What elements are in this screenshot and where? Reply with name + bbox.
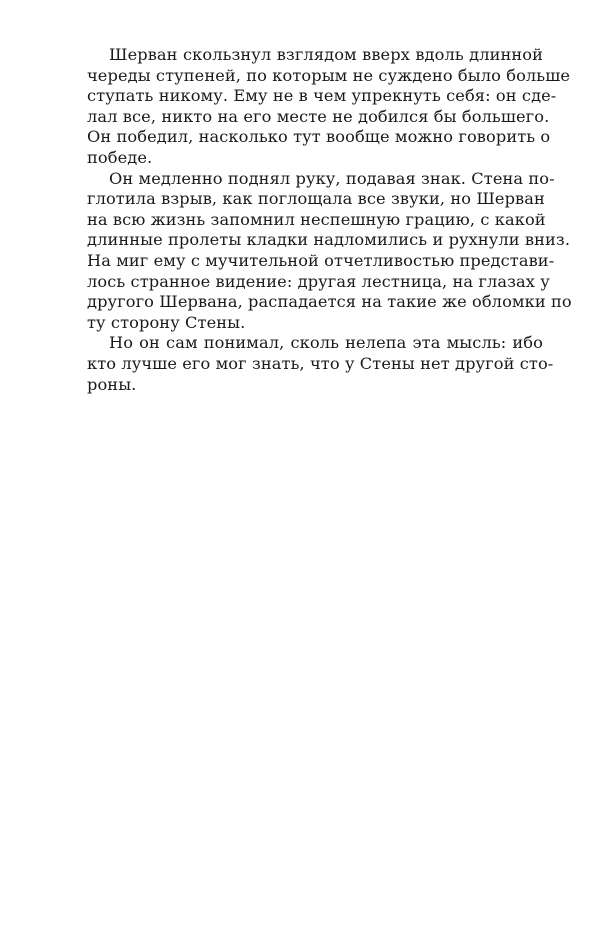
paragraph-3 — [87, 333, 554, 395]
text-line: ту сторону Стены. — [87, 312, 246, 332]
paragraph-2 — [87, 168, 572, 334]
text-line: Но он сам понимал, сколь нелепа эта мысль: ибо — [109, 333, 543, 353]
text-line: лось странное видение: другая лестница, на глазах у — [87, 271, 550, 291]
text-line: роны. — [87, 374, 137, 394]
text-line: длинные пролеты кладки надломились и рухнули вниз. — [87, 230, 571, 250]
text-line: на всю жизнь запомнил неспешную грацию, с какой — [87, 209, 546, 229]
text-line: На миг ему с мучительной отчетливостью представи- — [87, 250, 555, 270]
page-text — [87, 45, 572, 395]
paragraph-1 — [87, 45, 571, 169]
text-line: лал все, никто на его месте не добился бы большего. — [87, 106, 550, 126]
text-line: глотила взрыв, как поглощала все звуки, но Шерван — [87, 189, 545, 209]
text-line: череды ступеней, по которым не суждено было больше — [87, 65, 571, 85]
text-line: Шерван скользнул взглядом вверх вдоль длинной — [109, 45, 543, 64]
text-line: победе. — [87, 147, 153, 167]
text-line: ступать никому. Ему не в чем упрекнуть себя: он сде- — [87, 86, 557, 106]
text-line: Он медленно поднял руку, подавая знак. Стена по- — [109, 168, 555, 188]
text-line: кто лучше его мог знать, что у Стены нет другой сто- — [87, 353, 554, 373]
text-line: Он победил, насколько тут вообще можно говорить о — [87, 127, 551, 147]
text-line: другого Шервана, распадается на такие же обломки по — [87, 292, 572, 312]
